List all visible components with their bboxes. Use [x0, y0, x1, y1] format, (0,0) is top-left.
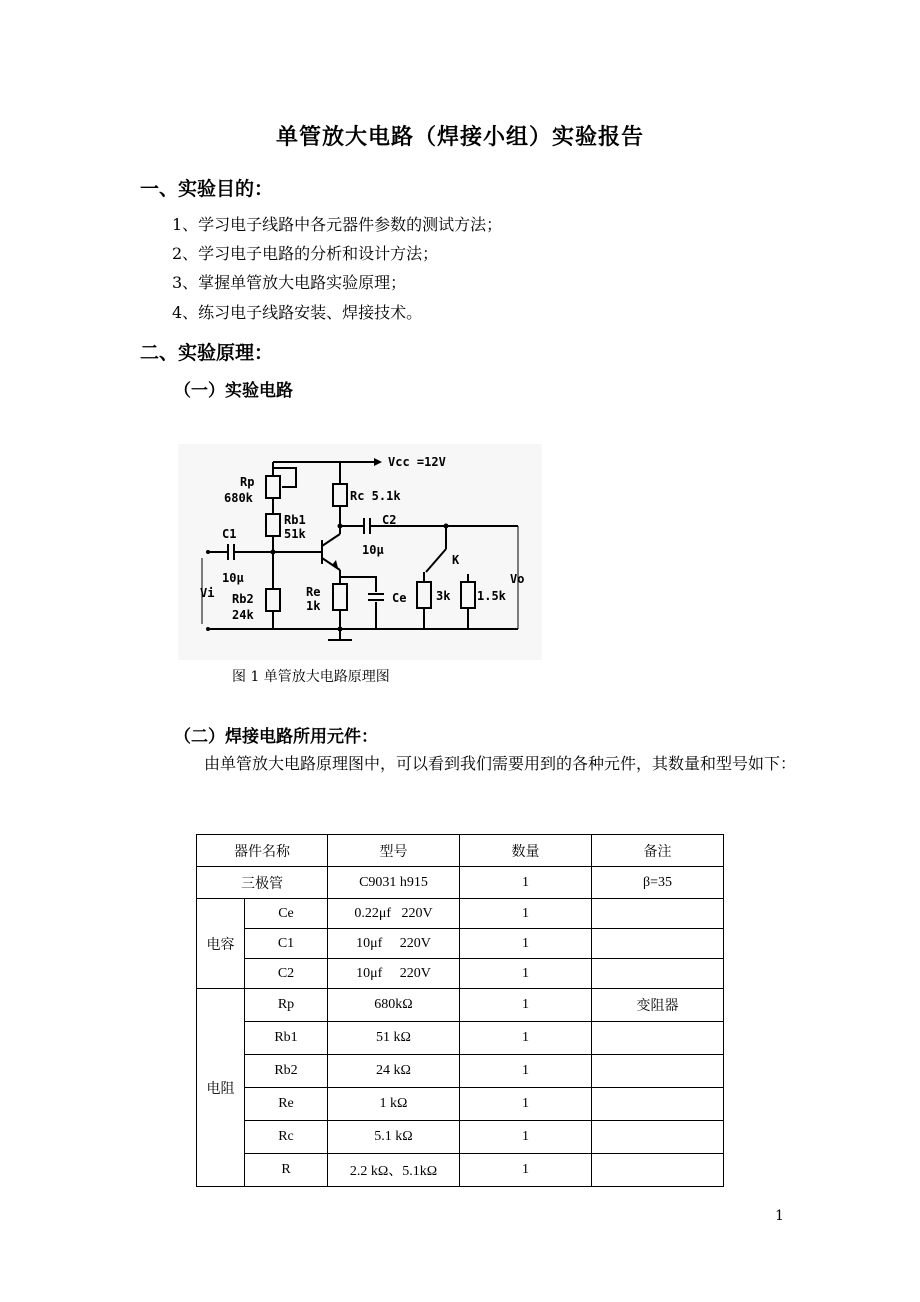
section-2-heading: 二、实验原理： [140, 342, 274, 364]
cell-model: C9031 h915 [328, 867, 460, 899]
cell-note [592, 899, 724, 929]
cell-qty: 1 [460, 929, 592, 959]
purpose-item-2: 2、学习电子电路的分析和设计方法； [172, 244, 439, 263]
parts-intro-paragraph: 由单管放大电路原理图中，可以看到我们需要用到的各种元件，其数量和型号如下： [204, 754, 797, 773]
group-resistor: 电阻 [197, 989, 245, 1187]
amplifier-circuit-diagram [178, 444, 542, 660]
cell-note [592, 1055, 724, 1088]
cell-qty: 1 [460, 959, 592, 989]
header-cell: 器件名称 [197, 835, 328, 867]
parts-table [196, 834, 724, 1187]
cell-qty: 1 [460, 1121, 592, 1154]
cell-model: 2.2 kΩ、5.1kΩ [328, 1154, 460, 1187]
table-row [197, 899, 724, 929]
cell-note [592, 1121, 724, 1154]
page-number: 1 [775, 1208, 784, 1224]
group-capacitor: 电容 [197, 899, 245, 989]
header-cell: 型号 [328, 835, 460, 867]
cell-note [592, 1088, 724, 1121]
table-row [197, 1088, 724, 1121]
cell-note [592, 1154, 724, 1187]
label-c2-value: 10μ [362, 543, 384, 557]
label-rb2-value: 24k [232, 608, 254, 622]
label-vi: Vi [200, 586, 215, 600]
label-rp-value: 680k [224, 491, 253, 505]
cell-note: β=35 [592, 867, 724, 899]
label-switch-k: K [452, 553, 460, 567]
cell-qty: 1 [460, 989, 592, 1022]
cell-qty: 1 [460, 867, 592, 899]
label-c1-value: 10μ [222, 571, 244, 585]
cell-model: 0.22μf 220V [328, 899, 460, 929]
label-load-3k: 3k [436, 589, 451, 603]
cell-qty: 1 [460, 1022, 592, 1055]
report-title: 单管放大电路（焊接小组）实验报告 [275, 124, 644, 150]
label-c2: C2 [382, 513, 397, 527]
cell-name: Ce [245, 899, 328, 929]
cell-model: 24 kΩ [328, 1055, 460, 1088]
cell-qty: 1 [460, 1088, 592, 1121]
cell-qty: 1 [460, 1154, 592, 1187]
cell-name: C2 [245, 959, 328, 989]
table-row [197, 929, 724, 959]
cell-qty: 1 [460, 899, 592, 929]
label-re: Re [306, 585, 321, 599]
label-load-1-5k: 1.5k [477, 589, 506, 603]
cell-name: Re [245, 1088, 328, 1121]
cell-name: 三极管 [197, 867, 328, 899]
header-cell: 备注 [592, 835, 724, 867]
purpose-item-4: 4、练习电子线路安装、焊接技术。 [172, 303, 423, 322]
cell-qty: 1 [460, 1055, 592, 1088]
cell-name: Rb1 [245, 1022, 328, 1055]
cell-model: 680kΩ [328, 989, 460, 1022]
cell-note [592, 929, 724, 959]
label-c1: C1 [222, 527, 237, 541]
header-cell: 数量 [460, 835, 592, 867]
table-row [197, 959, 724, 989]
table-row [197, 989, 724, 1022]
label-rb1: Rb1 [284, 513, 306, 527]
subsection-circuit-heading: （一）实验电路 [174, 381, 293, 401]
table-row [197, 867, 724, 899]
label-rc: Rc 5.1k [350, 489, 401, 503]
cell-model: 51 kΩ [328, 1022, 460, 1055]
label-ce: Ce [392, 591, 407, 605]
table-row [197, 1121, 724, 1154]
label-vcc: Vcc =12V [388, 455, 446, 469]
cell-name: Rp [245, 989, 328, 1022]
label-re-value: 1k [306, 599, 321, 613]
cell-model: 5.1 kΩ [328, 1121, 460, 1154]
label-rb2: Rb2 [232, 592, 254, 606]
table-header-row [197, 835, 724, 867]
cell-note [592, 959, 724, 989]
table-row [197, 1022, 724, 1055]
table-row [197, 1055, 724, 1088]
label-vo: Vo [510, 572, 525, 586]
subsection-parts-heading: （二）焊接电路所用元件： [174, 727, 378, 747]
cell-name: Rc [245, 1121, 328, 1154]
label-rb1-value: 51k [284, 527, 306, 541]
purpose-item-3: 3、掌握单管放大电路实验原理； [172, 273, 407, 292]
table-row [197, 1154, 724, 1187]
cell-note: 变阻器 [592, 989, 724, 1022]
figure-caption: 图 1 单管放大电路原理图 [232, 669, 390, 685]
cell-name: C1 [245, 929, 328, 959]
purpose-item-1: 1、学习电子线路中各元器件参数的测试方法； [172, 215, 503, 234]
section-1-heading: 一、实验目的： [140, 178, 274, 200]
label-rp: Rp [240, 475, 255, 489]
cell-name: Rb2 [245, 1055, 328, 1088]
cell-note [592, 1022, 724, 1055]
cell-model: 10μf 220V [328, 929, 460, 959]
cell-name: R [245, 1154, 328, 1187]
cell-model: 1 kΩ [328, 1088, 460, 1121]
cell-model: 10μf 220V [328, 959, 460, 989]
